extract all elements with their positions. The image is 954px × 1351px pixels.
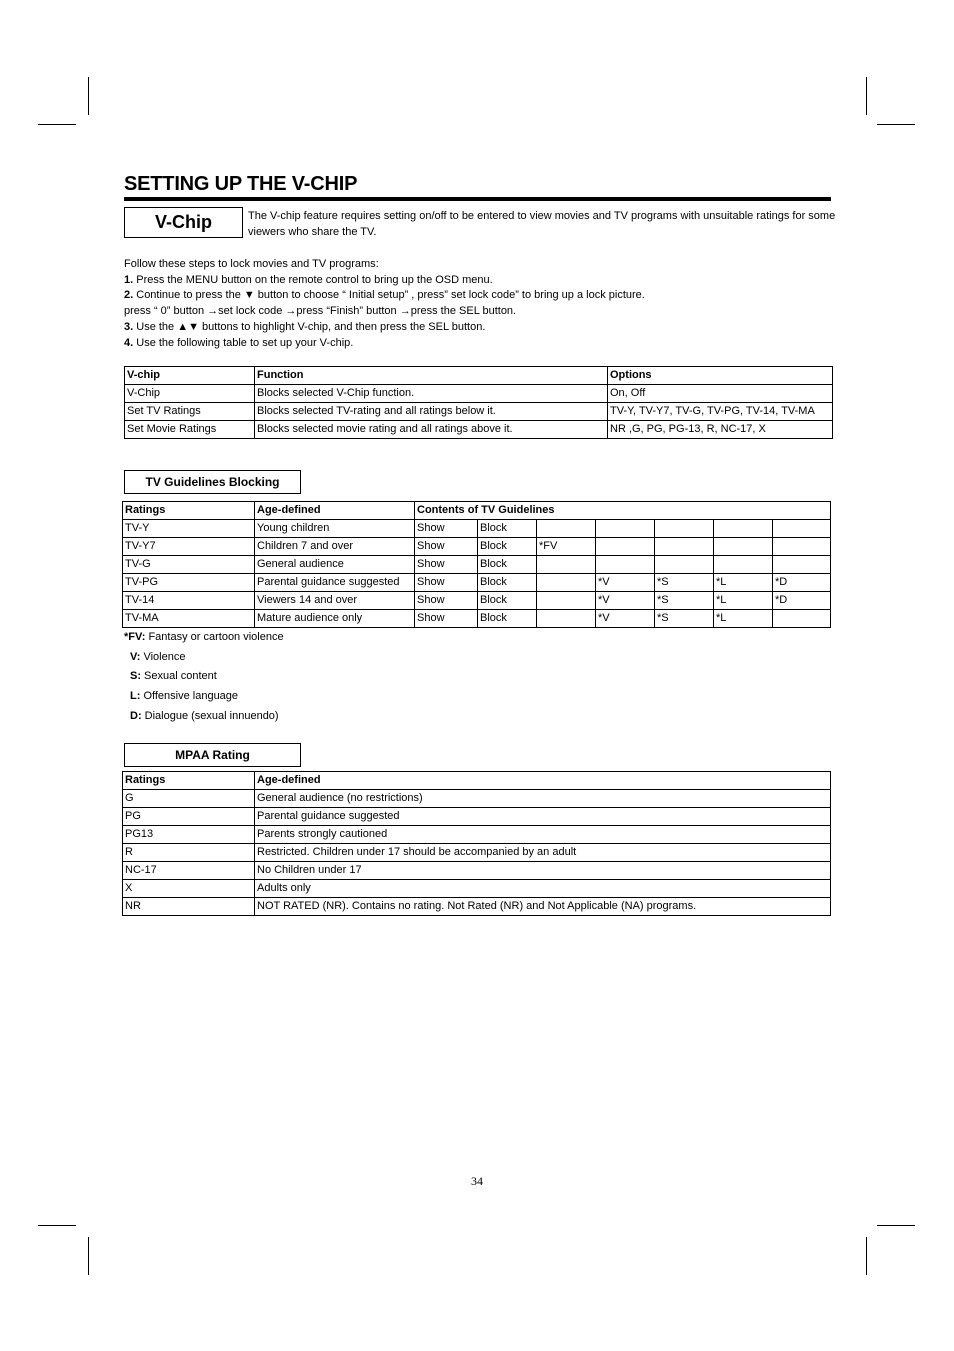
tv-guidelines-table bbox=[122, 501, 831, 628]
table-header: Options bbox=[608, 367, 833, 385]
table-cell bbox=[537, 610, 596, 628]
table-cell: General audience bbox=[255, 556, 415, 574]
table-cell: Mature audience only bbox=[255, 610, 415, 628]
table-cell bbox=[537, 574, 596, 592]
table-row bbox=[125, 385, 833, 403]
table-cell: NR bbox=[123, 898, 255, 916]
crop-mark bbox=[877, 1225, 915, 1226]
table-cell: NOT RATED (NR). Contains no rating. Not Rated (NR) and Not Applicable (NA) programs. bbox=[255, 898, 831, 916]
crop-mark bbox=[38, 124, 76, 125]
table-cell bbox=[773, 556, 831, 574]
table-cell bbox=[596, 556, 655, 574]
table-cell: *S bbox=[655, 592, 714, 610]
table-cell: Show bbox=[415, 538, 478, 556]
table-row bbox=[123, 808, 831, 826]
table-cell: G bbox=[123, 790, 255, 808]
table-cell bbox=[537, 592, 596, 610]
table-header: Age-defined bbox=[255, 502, 415, 520]
table-cell: R bbox=[123, 844, 255, 862]
table-cell: Block bbox=[478, 538, 537, 556]
table-row bbox=[123, 538, 831, 556]
table-row bbox=[123, 844, 831, 862]
table-cell: Block bbox=[478, 556, 537, 574]
table-cell: V-Chip bbox=[125, 385, 255, 403]
table-cell: *L bbox=[714, 610, 773, 628]
table-row bbox=[123, 790, 831, 808]
vchip-table bbox=[124, 366, 833, 439]
table-cell bbox=[773, 520, 831, 538]
table-cell: Parental guidance suggested bbox=[255, 574, 415, 592]
table-header-row bbox=[123, 502, 831, 520]
table-cell: Show bbox=[415, 556, 478, 574]
table-cell: Show bbox=[415, 592, 478, 610]
step-item: 1. Press the MENU button on the remote control to bring up the OSD menu. bbox=[124, 273, 493, 286]
legend-item: L: Offensive language bbox=[130, 690, 239, 703]
table-cell: Set Movie Ratings bbox=[125, 421, 255, 439]
table-cell: Block bbox=[478, 610, 537, 628]
steps-intro: Follow these steps to lock movies and TV programs: bbox=[124, 258, 379, 270]
table-cell: PG13 bbox=[123, 826, 255, 844]
table-cell: Restricted. Children under 17 should be accompanied by an adult bbox=[255, 844, 831, 862]
table-cell: Adults only bbox=[255, 880, 831, 898]
table-cell: Children 7 and over bbox=[255, 538, 415, 556]
page-number: 34 bbox=[471, 1174, 483, 1188]
table-row bbox=[123, 520, 831, 538]
table-cell: *S bbox=[655, 574, 714, 592]
table-cell: TV-G bbox=[123, 556, 255, 574]
table-cell: *L bbox=[714, 592, 773, 610]
table-header: Ratings bbox=[123, 502, 255, 520]
table-row bbox=[123, 592, 831, 610]
table-cell bbox=[596, 538, 655, 556]
table-header-row bbox=[123, 772, 831, 790]
table-row bbox=[123, 880, 831, 898]
table-cell: PG bbox=[123, 808, 255, 826]
table-header: Ratings bbox=[123, 772, 255, 790]
table-cell: *D bbox=[773, 592, 831, 610]
mpaa-label-box: MPAA Rating bbox=[124, 743, 301, 767]
legend-item: D: Dialogue (sexual innuendo) bbox=[130, 709, 279, 722]
table-cell bbox=[537, 520, 596, 538]
table-cell: TV-Y bbox=[123, 520, 255, 538]
table-cell: *D bbox=[773, 574, 831, 592]
crop-mark bbox=[38, 1225, 76, 1226]
crop-mark bbox=[88, 1237, 89, 1275]
table-row bbox=[123, 826, 831, 844]
table-row bbox=[123, 610, 831, 628]
table-header: Contents of TV Guidelines bbox=[415, 502, 831, 520]
table-row bbox=[123, 862, 831, 880]
table-cell: General audience (no restrictions) bbox=[255, 790, 831, 808]
table-cell: *V bbox=[596, 592, 655, 610]
table-row bbox=[123, 556, 831, 574]
table-cell: TV-Y7 bbox=[123, 538, 255, 556]
table-row bbox=[125, 403, 833, 421]
table-cell bbox=[655, 556, 714, 574]
table-cell bbox=[596, 520, 655, 538]
table-row bbox=[123, 898, 831, 916]
table-cell: Young children bbox=[255, 520, 415, 538]
table-cell: X bbox=[123, 880, 255, 898]
tv-guidelines-label-box: TV Guidelines Blocking bbox=[124, 470, 301, 494]
table-cell: TV-Y, TV-Y7, TV-G, TV-PG, TV-14, TV-MA bbox=[608, 403, 833, 421]
step-item: 2. Continue to press the ▼ button to choose “ Initial setup” , press” set lock code” to bring up a lock picture. bbox=[124, 289, 645, 302]
table-cell: *L bbox=[714, 574, 773, 592]
step-item: 3. Use the ▲▼ buttons to highlight V-chip, and then press the SEL button. bbox=[124, 320, 486, 333]
table-cell: *S bbox=[655, 610, 714, 628]
step-item: press “ 0” button →set lock code →press “Finish” button →press the SEL button. bbox=[124, 305, 517, 318]
mpaa-table bbox=[122, 771, 831, 916]
table-header: V-chip bbox=[125, 367, 255, 385]
table-cell: Block bbox=[478, 574, 537, 592]
table-cell: Blocks selected movie rating and all ratings above it. bbox=[255, 421, 608, 439]
step-item: 4. Use the following table to set up your V-chip. bbox=[124, 336, 354, 349]
table-header: Age-defined bbox=[255, 772, 831, 790]
vchip-description: The V-chip feature requires setting on/off to be entered to view movies and TV programs with unsuitable ratings for some viewers who share the TV. bbox=[248, 210, 836, 238]
table-cell bbox=[714, 538, 773, 556]
crop-mark bbox=[88, 77, 89, 115]
table-cell: On, Off bbox=[608, 385, 833, 403]
table-cell: Set TV Ratings bbox=[125, 403, 255, 421]
table-cell: Blocks selected V-Chip function. bbox=[255, 385, 608, 403]
vchip-label-box: V-Chip bbox=[124, 207, 243, 238]
table-cell: TV-MA bbox=[123, 610, 255, 628]
table-row bbox=[125, 421, 833, 439]
table-cell bbox=[655, 538, 714, 556]
legend-item: V: Violence bbox=[130, 650, 186, 663]
crop-mark bbox=[866, 1237, 867, 1275]
table-cell bbox=[655, 520, 714, 538]
table-cell: NC-17 bbox=[123, 862, 255, 880]
table-cell: Block bbox=[478, 592, 537, 610]
table-cell: Show bbox=[415, 520, 478, 538]
table-cell bbox=[773, 610, 831, 628]
table-cell bbox=[714, 520, 773, 538]
table-cell bbox=[773, 538, 831, 556]
table-cell: Parental guidance suggested bbox=[255, 808, 831, 826]
table-cell: *FV bbox=[537, 538, 596, 556]
legend-item: S: Sexual content bbox=[130, 670, 217, 683]
table-cell: Show bbox=[415, 574, 478, 592]
table-cell: TV-PG bbox=[123, 574, 255, 592]
table-cell: Block bbox=[478, 520, 537, 538]
table-cell: *V bbox=[596, 610, 655, 628]
table-cell: Viewers 14 and over bbox=[255, 592, 415, 610]
crop-mark bbox=[866, 77, 867, 115]
table-cell: Parents strongly cautioned bbox=[255, 826, 831, 844]
crop-mark bbox=[877, 124, 915, 125]
table-cell: Blocks selected TV-rating and all ratings below it. bbox=[255, 403, 608, 421]
table-cell: TV-14 bbox=[123, 592, 255, 610]
table-cell: No Children under 17 bbox=[255, 862, 831, 880]
legend-item: *FV: Fantasy or cartoon violence bbox=[124, 631, 284, 643]
steps-section bbox=[124, 257, 844, 351]
table-cell bbox=[537, 556, 596, 574]
table-cell: Show bbox=[415, 610, 478, 628]
table-header: Function bbox=[255, 367, 608, 385]
page-title: SETTING UP THE V-CHIP bbox=[124, 172, 831, 201]
table-cell: *V bbox=[596, 574, 655, 592]
table-cell: NR ,G, PG, PG-13, R, NC-17, X bbox=[608, 421, 833, 439]
table-cell bbox=[714, 556, 773, 574]
legend bbox=[124, 628, 284, 727]
table-row bbox=[123, 574, 831, 592]
table-header-row bbox=[125, 367, 833, 385]
